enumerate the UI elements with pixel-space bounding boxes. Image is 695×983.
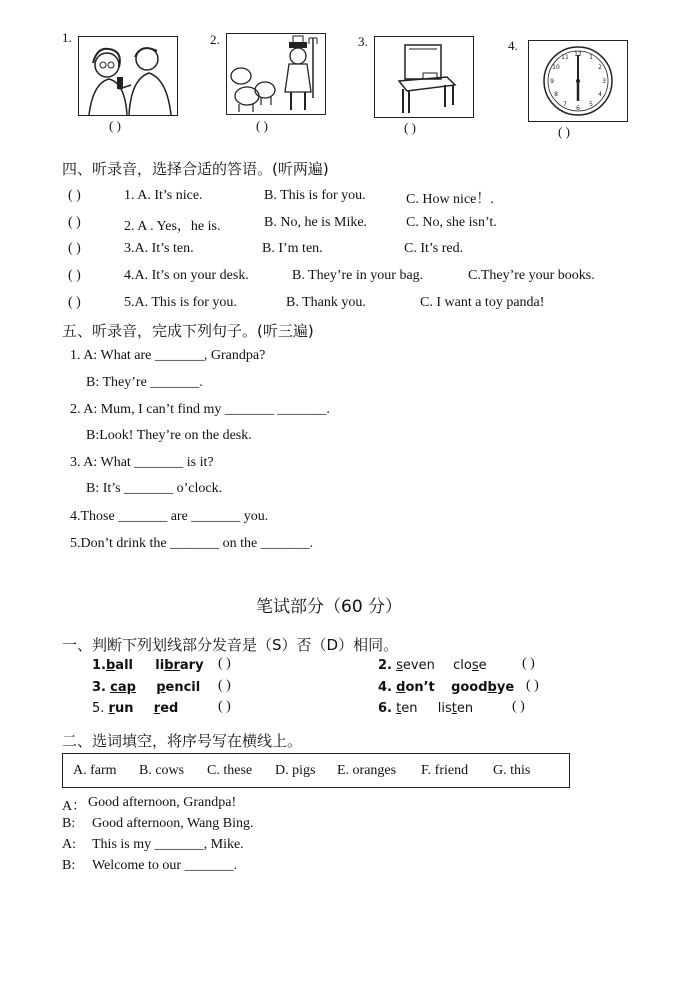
p1-item-6-word2-start: lis	[437, 701, 452, 716]
s4-q4-option-b: B. They’re in your bag.	[292, 268, 424, 283]
word-options-box	[62, 753, 570, 788]
dialogue-2-text: Good afternoon, Wang Bing.	[92, 816, 254, 831]
dialogue-3-speaker: A:	[62, 837, 76, 852]
svg-text:12: 12	[574, 51, 582, 58]
clock-drawing	[529, 41, 627, 121]
p1-item-1-word1-underlined: b	[105, 658, 116, 673]
picture-3-number: 3.	[358, 34, 368, 49]
s4-q1-option-a: 1. A. It’s nice.	[124, 188, 203, 203]
p1-item-2-paren: ( )	[522, 656, 535, 671]
s5-line-6: B: It’s _______ o’clock.	[86, 481, 223, 496]
p1-item-6-word2-rest: en	[456, 701, 474, 716]
picture-2-answer-paren: ( )	[256, 118, 268, 133]
picture-4-number: 4.	[508, 38, 518, 53]
option-c: C. these	[207, 763, 253, 778]
s5-line-2: B: They’re _______.	[86, 375, 203, 390]
svg-text:10: 10	[552, 64, 560, 71]
s4-q2-option-c: C. No, she isn’t.	[406, 215, 497, 230]
p1-item-3-paren: ( )	[218, 678, 231, 693]
option-f: F. friend	[421, 763, 469, 778]
p1-item-6	[378, 701, 473, 716]
svg-text:2: 2	[598, 64, 602, 71]
chair-drawing	[375, 37, 473, 117]
svg-text:6: 6	[576, 105, 580, 112]
p1-item-3-number: 3.	[92, 680, 106, 695]
picture-1-number: 1.	[62, 30, 72, 45]
svg-text:8: 8	[554, 91, 558, 98]
talking-people-drawing	[79, 37, 177, 115]
dialogue-1-speaker: A：	[62, 799, 87, 814]
p1-item-3-word1-underlined: c	[110, 680, 118, 695]
s5-line-3: 2. A: Mum, I can’t find my _______ _______.	[70, 402, 330, 417]
picture-1-answer-paren: ( )	[109, 118, 121, 133]
svg-text:4: 4	[598, 91, 602, 98]
picture-2-farmer-sheep	[226, 33, 326, 115]
s4-q1-paren: ( )	[68, 188, 81, 203]
p1-item-4-word2-rest: ye	[496, 680, 515, 695]
option-a: A. farm	[73, 763, 117, 778]
s4-q4-paren: ( )	[68, 268, 81, 283]
s4-q2-option-a: 2. A . Yes，he is.	[124, 219, 221, 234]
p1-item-2-word1-rest: even	[402, 658, 435, 673]
part-1-heading: 一、判断下列划线部分发音是（S）否（D）相同。	[62, 636, 399, 654]
p1-item-4-word1-underlined: d	[396, 680, 406, 695]
p1-item-3-word2-rest: encil	[165, 680, 201, 695]
p1-item-4-paren: ( )	[526, 678, 539, 693]
p1-item-2-word2-underlined: s	[471, 658, 479, 673]
s4-q4-option-a: 4.A. It’s on your desk.	[124, 268, 249, 283]
s4-q5-paren: ( )	[68, 295, 81, 310]
s4-q5-option-b: B. Thank you.	[286, 295, 366, 310]
s4-q3-option-a: 3.A. It’s ten.	[124, 241, 194, 256]
s4-q2-option-b: B. No, he is Mike.	[264, 215, 368, 230]
option-e: E. oranges	[337, 763, 397, 778]
p1-item-1	[92, 658, 204, 673]
p1-item-4-word2-underlined: b	[487, 680, 497, 695]
p1-item-1-word2-start: li	[155, 658, 165, 673]
p1-item-4-number: 4.	[378, 680, 392, 695]
section-4-heading: 四、听录音，选择合适的答语。(听两遍)	[62, 160, 329, 178]
picture-4-answer-paren: ( )	[558, 124, 570, 139]
p1-item-6-word1-underlined: t	[396, 701, 402, 716]
p1-item-2-number: 2.	[378, 658, 392, 673]
p1-item-2	[378, 658, 487, 673]
s5-line-4: B:Look! They’re on the desk.	[86, 428, 252, 443]
s4-q1-option-c: C. How nice！.	[406, 192, 494, 207]
written-part-title: 笔试部分（60 分）	[256, 597, 403, 617]
svg-text:3: 3	[602, 78, 606, 85]
s4-q3-option-b: B. I’m ten.	[262, 241, 323, 256]
p1-item-1-word1-rest: all	[115, 658, 133, 673]
s4-q1-option-b: B. This is for you.	[264, 188, 366, 203]
s4-q4-option-c: C.They’re your books.	[468, 268, 595, 283]
s5-line-1: 1. A: What are _______, Grandpa?	[70, 348, 266, 363]
p1-item-4-word2-start: good	[451, 680, 488, 695]
svg-text:1: 1	[589, 54, 593, 61]
dialogue-4-speaker: B:	[62, 858, 76, 873]
s4-q5-option-a: 5.A. This is for you.	[124, 295, 237, 310]
p1-item-5-word2-rest: ed	[160, 701, 179, 716]
dialogue-3-text: This is my _______, Mike.	[92, 837, 244, 852]
s4-q3-paren: ( )	[68, 241, 81, 256]
s5-line-8: 5.Don’t drink the _______ on the _______.	[70, 536, 314, 551]
p1-item-5-word1-underlined: r	[108, 701, 115, 716]
s4-q3-option-c: C. It’s red.	[404, 241, 464, 256]
p1-item-1-word2-rest: ary	[179, 658, 204, 673]
p1-item-1-paren: ( )	[218, 656, 231, 671]
p1-item-4-word1-rest: on’t	[405, 680, 435, 695]
svg-text:9: 9	[550, 78, 554, 85]
section-5-heading: 五、听录音，完成下列句子。(听三遍)	[62, 322, 314, 340]
s5-line-5: 3. A: What _______ is it?	[70, 455, 214, 470]
p1-item-5-word2-underlined: r	[153, 701, 161, 716]
p1-item-5-word1-rest: un	[114, 701, 134, 716]
p1-item-6-paren: ( )	[512, 699, 525, 714]
p1-item-4	[378, 680, 514, 695]
option-g: G. this	[493, 763, 531, 778]
picture-1-talking-people	[78, 36, 178, 116]
svg-text:11: 11	[561, 54, 569, 61]
p1-item-5-number: 5.	[92, 701, 105, 716]
p1-item-2-word2-rest: e	[478, 658, 487, 673]
p1-item-2-word1-underlined: s	[396, 658, 403, 673]
farmer-sheep-drawing	[227, 34, 325, 114]
dialogue-2-speaker: B:	[62, 816, 76, 831]
p1-item-2-word2-start: clo	[453, 658, 472, 673]
p1-item-3-word1-rest: ap	[117, 680, 136, 695]
dialogue-1-text: Good afternoon, Grandpa!	[88, 795, 237, 810]
p1-item-1-number: 1.	[92, 658, 106, 673]
option-d: D. pigs	[275, 763, 316, 778]
p1-item-3	[92, 680, 200, 695]
svg-text:7: 7	[563, 101, 567, 108]
p1-item-6-number: 6.	[378, 701, 392, 716]
picture-4-clock	[528, 40, 628, 122]
dialogue-4-text: Welcome to our _______.	[92, 858, 238, 873]
p1-item-6-word2-underlined: t	[451, 701, 457, 716]
picture-3-answer-paren: ( )	[404, 120, 416, 135]
s4-q2-paren: ( )	[68, 215, 81, 230]
s5-line-7: 4.Those _______ are _______ you.	[70, 509, 269, 524]
option-b: B. cows	[139, 763, 185, 778]
p1-item-5	[92, 701, 178, 716]
picture-2-number: 2.	[210, 32, 220, 47]
s4-q5-option-c: C. I want a toy panda!	[420, 295, 545, 310]
p1-item-3-word2-underlined: p	[156, 680, 166, 695]
picture-3-chair	[374, 36, 474, 118]
p1-item-6-word1-rest: en	[401, 701, 418, 716]
p1-item-5-paren: ( )	[218, 699, 231, 714]
p1-item-1-word2-underlined: br	[164, 658, 180, 673]
part-2-heading: 二、选词填空，将序号写在横线上。	[62, 732, 303, 750]
svg-text:5: 5	[589, 101, 593, 108]
